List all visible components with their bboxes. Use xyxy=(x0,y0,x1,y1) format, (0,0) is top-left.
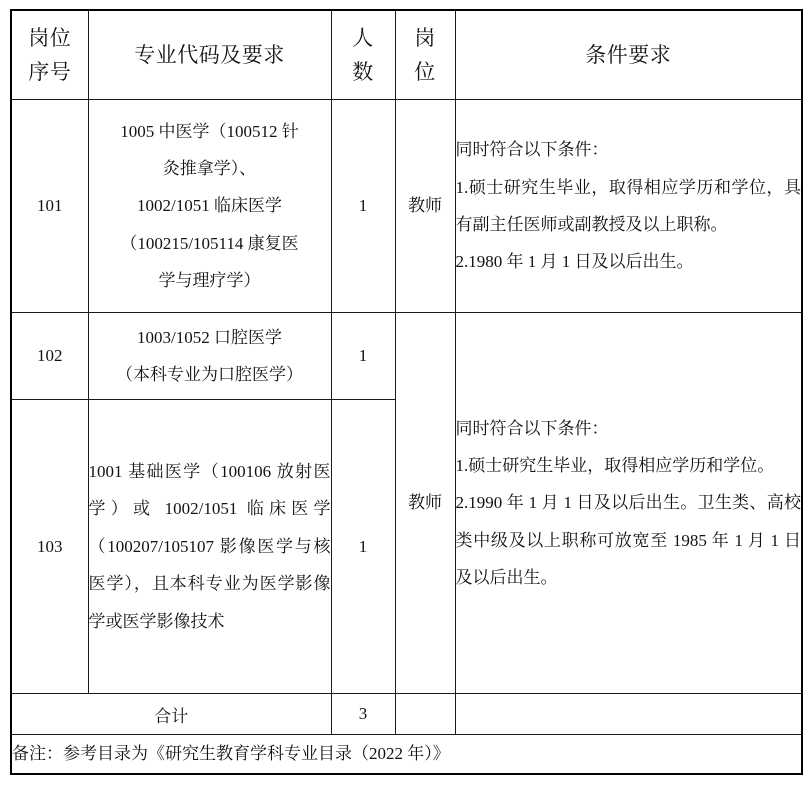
row-101-major-line: 学与理疗学） xyxy=(158,271,261,291)
total-label: 合计 xyxy=(11,694,331,735)
header-position-no-line1: 岗位 xyxy=(28,25,72,50)
row-102-major-code xyxy=(88,313,331,400)
row-103-position-no: 103 xyxy=(11,400,88,694)
recruitment-position-table xyxy=(10,9,803,775)
row-101-major-code xyxy=(88,100,331,313)
row-103-count: 1 xyxy=(331,400,395,694)
row-102-103-condition-line: 2.1990 年 1 月 1 日及以后出生。卫生类、高校类中级及以上职称可放宽至 1985 年 1 月 1 日及以后出生。 xyxy=(455,493,801,588)
header-major-code: 专业代码及要求 xyxy=(88,10,331,100)
header-position-no xyxy=(11,10,88,100)
row-101-position-no: 101 xyxy=(11,100,88,313)
row-102-103-condition-line: 1.硕士研究生毕业，取得相应学历和学位。 xyxy=(455,455,775,475)
table-row xyxy=(11,313,802,400)
row-101-major-line: 1005 中医学（100512 针 xyxy=(120,121,299,141)
table-total-row xyxy=(11,694,802,735)
table-header-row xyxy=(11,10,802,100)
table-row xyxy=(11,100,802,313)
row-101-major-line: 灸推拿学）、 xyxy=(162,158,257,178)
header-post-line1: 岗 xyxy=(414,25,436,50)
row-102-major-line: 1003/1052 口腔医学 xyxy=(137,327,282,347)
header-condition: 条件要求 xyxy=(455,10,802,100)
row-101-major-line: （100215/105114 康复医 xyxy=(120,233,299,253)
header-count xyxy=(331,10,395,100)
total-condition-empty xyxy=(455,694,802,735)
header-post-line2: 位 xyxy=(414,60,436,84)
table-note-row xyxy=(11,735,802,775)
header-count-line1: 人 xyxy=(352,25,374,50)
header-post xyxy=(395,10,455,100)
row-103-major-code xyxy=(88,400,331,694)
row-102-103-post: 教师 xyxy=(395,313,455,694)
table-note: 备注：参考目录为《研究生教育学科专业目录（2022 年）》 xyxy=(11,735,802,775)
row-102-position-no: 102 xyxy=(11,313,88,400)
total-value: 3 xyxy=(331,694,395,735)
row-101-condition xyxy=(455,100,802,313)
total-post-empty xyxy=(395,694,455,735)
row-101-major-line: 1002/1051 临床医学 xyxy=(137,196,282,216)
header-count-line2: 数 xyxy=(352,60,374,84)
row-101-condition-line: 2.1980 年 1 月 1 日及以后出生。 xyxy=(455,252,694,272)
row-102-count: 1 xyxy=(331,313,395,400)
row-102-103-condition-line: 同时符合以下条件： xyxy=(455,418,609,438)
row-102-103-condition xyxy=(455,313,802,694)
row-103-major-line: 1001 基础医学（100106 放射医学）或 1002/1051 临床医学（100207/105107 影像医学与核医学），且本科专业为医学影像学或医学影像技术 xyxy=(88,462,331,631)
row-101-count: 1 xyxy=(331,100,395,313)
row-101-post: 教师 xyxy=(395,100,455,313)
row-102-major-line: （本科专业为口腔医学） xyxy=(116,365,303,384)
header-position-no-line2: 序号 xyxy=(28,60,72,84)
row-101-condition-line: 同时符合以下条件： xyxy=(455,140,609,160)
row-101-condition-line: 1.硕士研究生毕业，取得相应学历和学位，具有副主任医师或副教授及以上职称。 xyxy=(455,177,801,234)
